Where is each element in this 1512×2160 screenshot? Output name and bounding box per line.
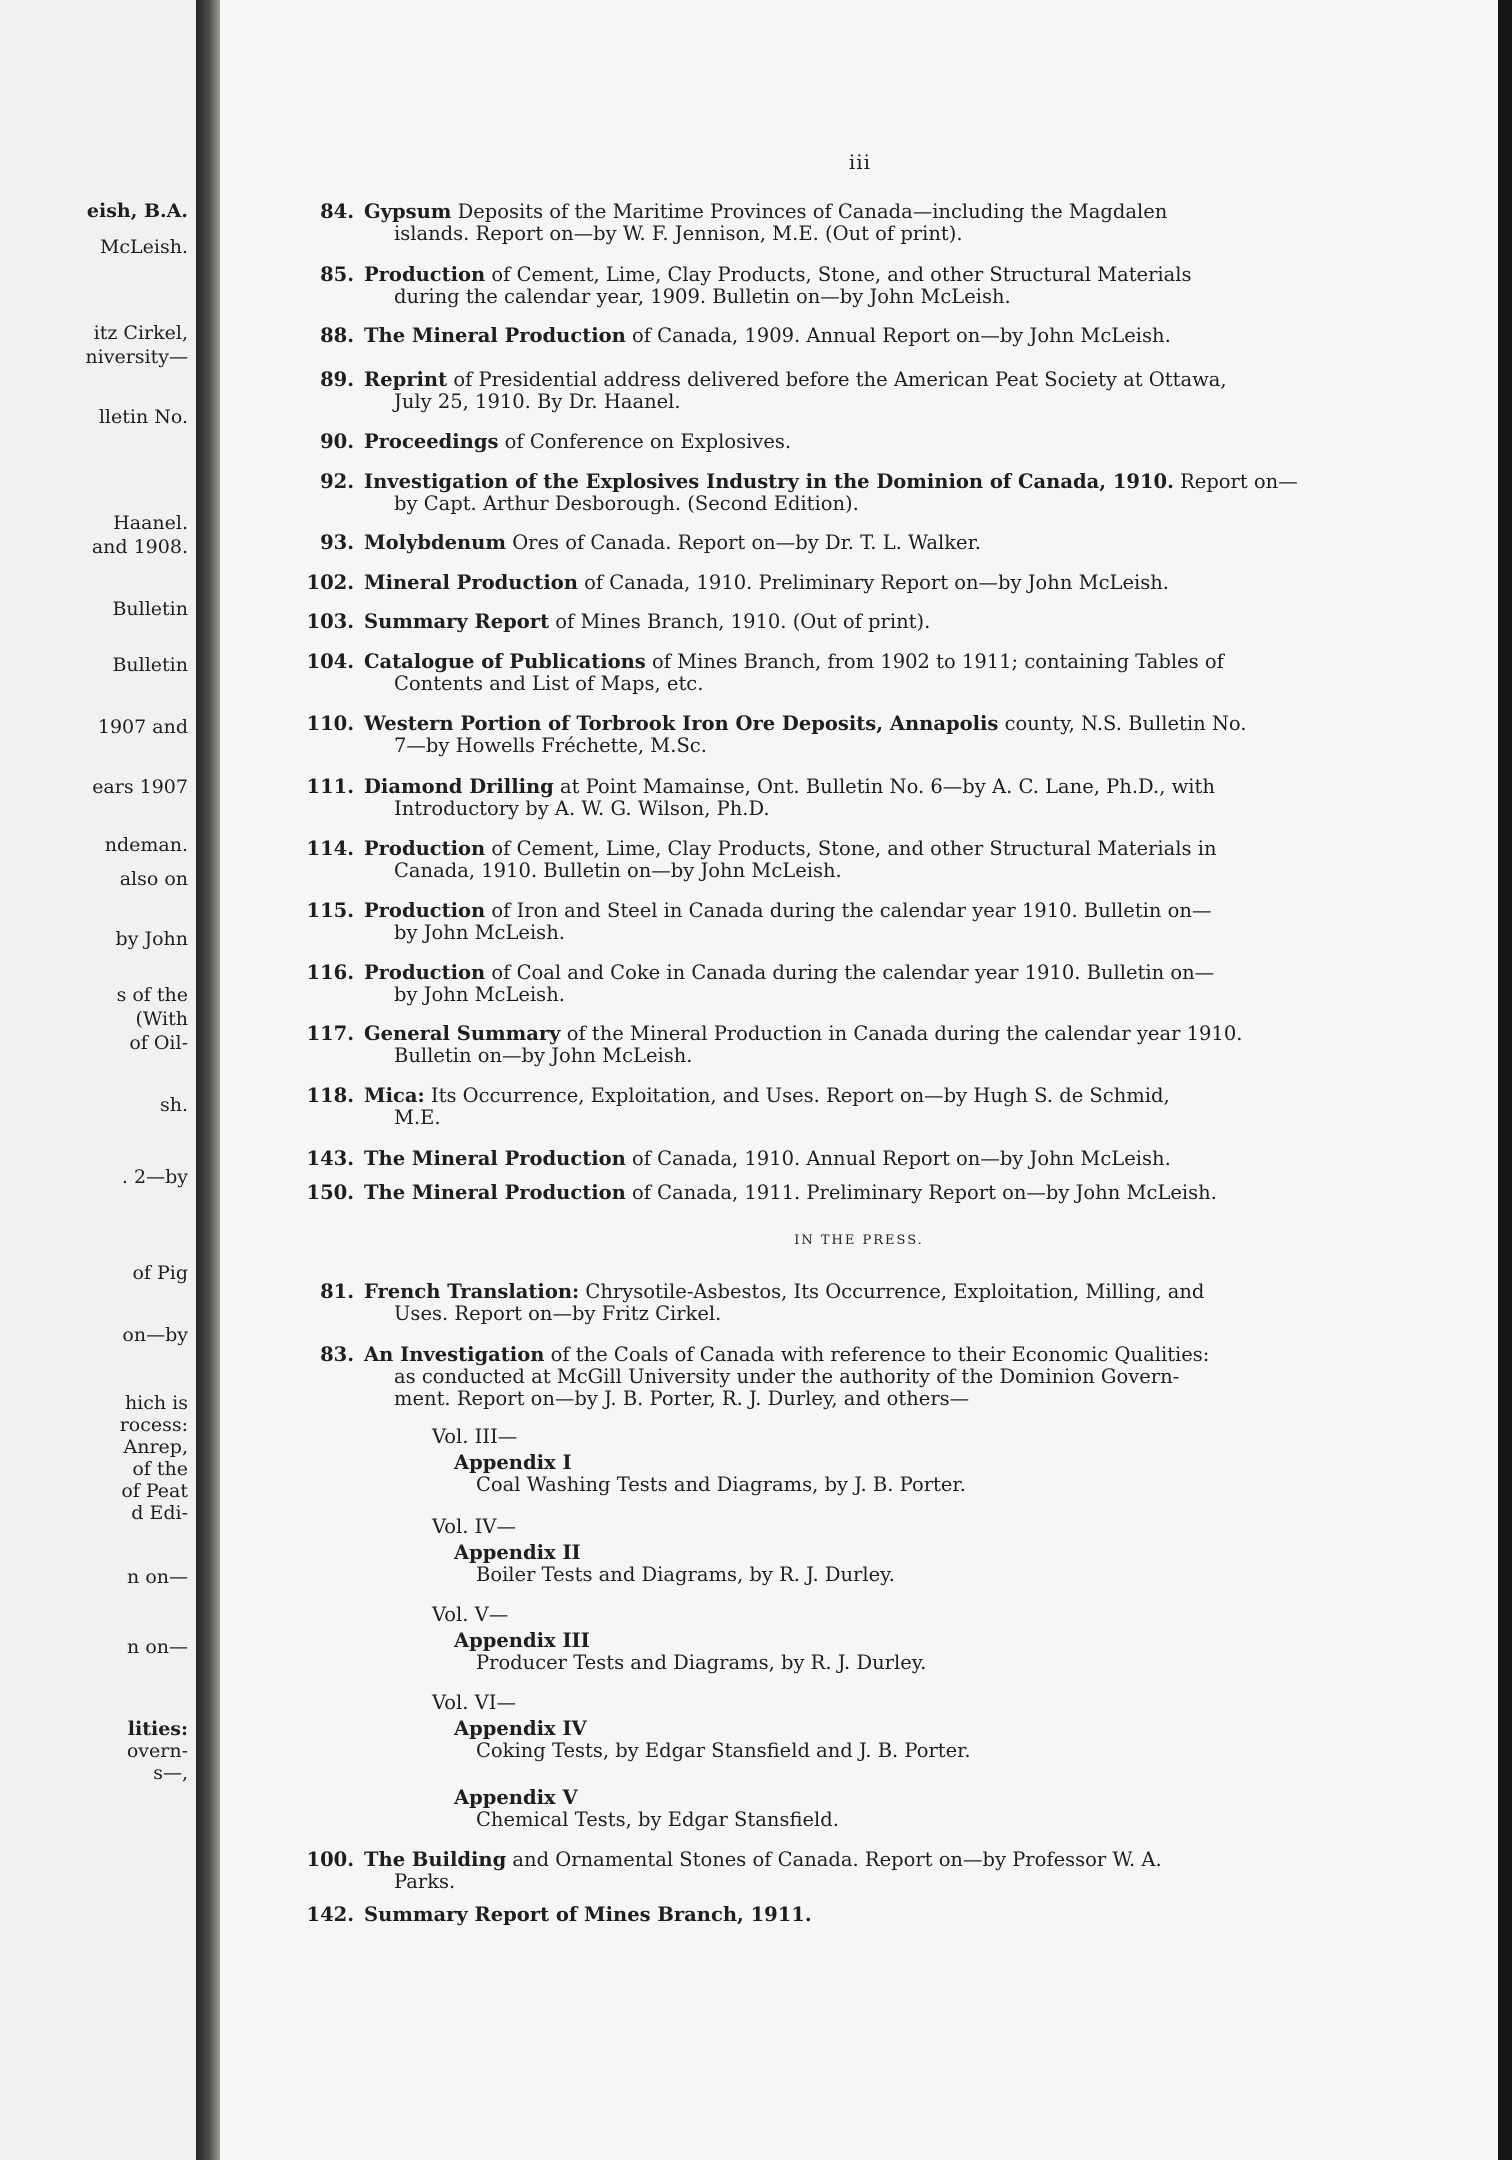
entry-number: 89.: [320, 368, 354, 391]
left-page-fragment: n on—: [127, 1566, 188, 1588]
entry-text: [364, 611, 1435, 633]
entry-title: Reprint: [364, 368, 448, 391]
entry-body: of Cement, Lime, Clay Products, Stone, and other Structural Materials in: [485, 837, 1217, 860]
entry-number: 116.: [306, 961, 354, 984]
entry-title: Production: [364, 263, 486, 286]
entry-text: [364, 1023, 1435, 1067]
entry-line: [364, 776, 1435, 798]
entry-line: Canada, 1910. Bulletin on—by John McLeish.: [394, 859, 842, 882]
entry-body: Ores of Canada. Report on—by Dr. T. L. Walker.: [506, 531, 981, 554]
entry-line: [364, 1281, 1435, 1303]
entry-text: [364, 651, 1435, 695]
entry-line: Bulletin on—by John McLeish.: [394, 1044, 693, 1067]
entry-title: Production: [364, 961, 486, 984]
volume-label: Vol. III—: [432, 1425, 518, 1448]
entry-body: of Canada, 1911. Preliminary Report on—by John McLeish.: [625, 1181, 1217, 1204]
appendix-title: Appendix V: [454, 1786, 578, 1809]
left-page-fragment: s of the: [116, 984, 188, 1006]
entry-line: [364, 900, 1435, 922]
entry-text: [364, 838, 1435, 882]
left-page-fragment: Haanel.: [113, 512, 188, 534]
entry-number: 92.: [320, 470, 354, 493]
entry-title: Western Portion of Torbrook Iron Ore Deposits, Annapolis: [364, 712, 999, 735]
left-page-fragment: d Edi-: [131, 1502, 188, 1524]
entry-line: [364, 962, 1435, 984]
left-page-fragment: lities:: [127, 1718, 188, 1740]
entry-line: Introductory by A. W. G. Wilson, Ph.D.: [394, 797, 770, 820]
entry-line: [364, 838, 1435, 860]
entry-number: 83.: [320, 1343, 354, 1366]
entry-title: The Mineral Production: [364, 1147, 626, 1170]
left-page-fragment: 1907 and: [97, 716, 188, 738]
entry-body: of Mines Branch, from 1902 to 1911; containing Tables of: [645, 650, 1224, 673]
entry-number: 110.: [306, 712, 354, 735]
entry-line: by John McLeish.: [394, 983, 565, 1006]
entry-title: Gypsum: [364, 200, 452, 223]
left-page-fragment: lletin No.: [98, 406, 188, 428]
left-page-fragment: ndeman.: [104, 834, 188, 856]
entry-title: Mica:: [364, 1084, 425, 1107]
entry-text: [364, 776, 1435, 820]
appendix-title: Appendix III: [454, 1629, 590, 1652]
left-page-fragment: of Pig: [132, 1262, 188, 1284]
entry-title: Mineral Production: [364, 571, 578, 594]
entry-line: [364, 201, 1435, 223]
entry-body: Deposits of the Maritime Provinces of Canada—including the Magdalen: [451, 200, 1168, 223]
left-page-fragment: Bulletin: [112, 654, 188, 676]
entry-line: [364, 572, 1435, 594]
entry-number: 150.: [306, 1181, 354, 1204]
left-page-fragment: sh.: [159, 1094, 188, 1116]
entry-line: during the calendar year, 1909. Bulletin on—by John McLeish.: [394, 285, 1011, 308]
volume-label: Vol. V—: [432, 1603, 509, 1626]
entry-title: The Building: [364, 1848, 507, 1871]
entry-line: M.E.: [394, 1106, 441, 1129]
entry-line: [364, 1085, 1435, 1107]
entry-body: of Cement, Lime, Clay Products, Stone, and other Structural Materials: [485, 263, 1192, 286]
entry-text: [364, 471, 1435, 515]
entry-number: 114.: [306, 837, 354, 860]
left-page: [0, 0, 197, 2160]
appendix-description: Coking Tests, by Edgar Stansfield and J. B. Porter.: [476, 1739, 971, 1762]
in-the-press-heading: IN THE PRESS.: [794, 1233, 924, 1248]
page-edge: [1498, 0, 1512, 2160]
entry-text: [364, 1085, 1435, 1129]
appendix-description: Coal Washing Tests and Diagrams, by J. B. Porter.: [476, 1473, 966, 1496]
entry-number: 84.: [320, 200, 354, 223]
entry-title: An Investigation: [364, 1343, 545, 1366]
entry-line: as conducted at McGill University under the authority of the Dominion Govern-: [394, 1365, 1180, 1388]
left-page-fragment: and 1908.: [91, 536, 188, 558]
entry-line: [364, 1344, 1435, 1366]
entry-body: of Mines Branch, 1910. (Out of print).: [549, 610, 931, 633]
left-page-fragment: McLeish.: [99, 236, 188, 258]
left-page-fragment: of the: [132, 1458, 188, 1480]
left-page-fragment: also on: [119, 868, 188, 890]
entry-number: 118.: [306, 1084, 354, 1107]
entry-line: islands. Report on—by W. F. Jennison, M.E. (Out of print).: [394, 222, 963, 245]
appendix-title: Appendix I: [454, 1451, 572, 1474]
entry-text: [364, 1182, 1435, 1204]
entry-title: Catalogue of Publications: [364, 650, 646, 673]
entry-title: Proceedings: [364, 430, 499, 453]
entry-number: 102.: [306, 571, 354, 594]
entry-line: Contents and List of Maps, etc.: [394, 672, 704, 695]
entry-body: of the Coals of Canada with reference to their Economic Qualities:: [544, 1343, 1210, 1366]
appendix-block: [454, 1452, 966, 1496]
entry-title: Production: [364, 837, 486, 860]
appendix-block: [454, 1718, 971, 1762]
entry-line: 7—by Howells Fréchette, M.Sc.: [394, 734, 707, 757]
entry-text: [364, 532, 1435, 554]
appendix-block: [454, 1630, 926, 1674]
left-page-fragment: (With: [135, 1008, 188, 1030]
entry-text: [364, 1281, 1435, 1325]
entry-text: [364, 369, 1435, 413]
left-page-fragment: s—,: [153, 1762, 188, 1784]
left-page-fragment: . 2—by: [121, 1166, 188, 1188]
left-page-fragment: on—by: [122, 1324, 188, 1346]
appendix-title: Appendix IV: [454, 1717, 587, 1740]
entry-title: French Translation:: [364, 1280, 580, 1303]
entry-body: of Canada, 1910. Annual Report on—by John McLeish.: [625, 1147, 1171, 1170]
entry-title: General Summary: [364, 1022, 561, 1045]
entry-title: Summary Report of Mines Branch, 1911.: [364, 1903, 812, 1926]
entry-line: [364, 651, 1435, 673]
entry-body: Report on—: [1173, 470, 1298, 493]
entry-line: [364, 713, 1435, 735]
entry-text: [364, 1849, 1435, 1893]
entry-text: [364, 572, 1435, 594]
appendix-block: [454, 1542, 895, 1586]
entry-line: [364, 369, 1435, 391]
entry-text: [364, 962, 1435, 1006]
entry-number: 142.: [306, 1903, 354, 1926]
entry-line: by Capt. Arthur Desborough. (Second Edition).: [394, 492, 859, 515]
entry-body: Its Occurrence, Exploitation, and Uses. Report on—by Hugh S. de Schmid,: [424, 1084, 1170, 1107]
entry-number: 143.: [306, 1147, 354, 1170]
entry-body: at Point Mamainse, Ont. Bulletin No. 6—by A. C. Lane, Ph.D., with: [553, 775, 1215, 798]
entry-line: [364, 264, 1435, 286]
entry-title: Summary Report: [364, 610, 550, 633]
left-page-fragment: niversity—: [85, 346, 188, 368]
entry-number: 90.: [320, 430, 354, 453]
left-page-fragment: itz Cirkel,: [93, 322, 188, 344]
entry-body: of Presidential address delivered before the American Peat Society at Ottawa,: [447, 368, 1227, 391]
entry-body: Chrysotile-Asbestos, Its Occurrence, Exploitation, Milling, and: [579, 1280, 1205, 1303]
entry-title: The Mineral Production: [364, 324, 626, 347]
left-page-fragment: rocess:: [119, 1414, 188, 1436]
entry-number: 93.: [320, 531, 354, 554]
entry-title: The Mineral Production: [364, 1181, 626, 1204]
left-page-fragment: hich is: [124, 1392, 188, 1414]
entry-line: [364, 1904, 1435, 1926]
appendix-description: Chemical Tests, by Edgar Stansfield.: [476, 1808, 839, 1831]
entry-line: [364, 1849, 1435, 1871]
left-page-fragment: of Oil-: [129, 1032, 188, 1054]
entry-number: 104.: [306, 650, 354, 673]
entry-text: [364, 325, 1435, 347]
entry-line: by John McLeish.: [394, 921, 565, 944]
entry-line: [364, 1148, 1435, 1170]
entry-number: 115.: [306, 899, 354, 922]
left-page-fragment: Bulletin: [112, 598, 188, 620]
entry-text: [364, 1148, 1435, 1170]
volume-label: Vol. VI—: [432, 1691, 516, 1714]
entry-title: Production: [364, 899, 486, 922]
entry-body: of Conference on Explosives.: [498, 430, 792, 453]
left-page-fragment: n on—: [127, 1636, 188, 1658]
entry-text: [364, 431, 1435, 453]
appendix-description: Producer Tests and Diagrams, by R. J. Durley.: [476, 1651, 927, 1674]
entry-body: of Canada, 1910. Preliminary Report on—by John McLeish.: [577, 571, 1169, 594]
entry-text: [364, 1344, 1435, 1410]
left-page-fragment: by John: [115, 928, 188, 950]
book-spine: [196, 0, 220, 2160]
entry-text: [364, 264, 1435, 308]
appendix-block: [454, 1787, 839, 1831]
entry-body: of Iron and Steel in Canada during the calendar year 1910. Bulletin on—: [485, 899, 1212, 922]
entry-text: [364, 713, 1435, 757]
entry-line: Uses. Report on—by Fritz Cirkel.: [394, 1302, 722, 1325]
entry-line: [364, 1182, 1435, 1204]
right-page: [220, 0, 1498, 2160]
entry-number: 111.: [306, 775, 354, 798]
entry-text: [364, 1904, 1435, 1926]
entry-line: [364, 431, 1435, 453]
appendix-title: Appendix II: [454, 1541, 581, 1564]
entry-body: county, N.S. Bulletin No.: [998, 712, 1247, 735]
entry-body: of Canada, 1909. Annual Report on—by John McLeish.: [625, 324, 1171, 347]
left-page-fragment: ears 1907: [92, 776, 188, 798]
entry-line: [364, 532, 1435, 554]
entry-number: 81.: [320, 1280, 354, 1303]
entry-number: 100.: [306, 1848, 354, 1871]
entry-number: 117.: [306, 1022, 354, 1045]
left-page-fragment: of Peat: [121, 1480, 188, 1502]
entry-line: July 25, 1910. By Dr. Haanel.: [394, 390, 681, 413]
entry-text: [364, 201, 1435, 245]
entry-title: Molybdenum: [364, 531, 506, 554]
entry-number: 88.: [320, 324, 354, 347]
entry-line: Parks.: [394, 1870, 456, 1893]
page-number: iii: [848, 150, 872, 174]
entry-line: [364, 611, 1435, 633]
left-page-fragment: Anrep,: [123, 1436, 188, 1458]
left-page-fragment: overn-: [126, 1740, 188, 1762]
volume-label: Vol. IV—: [432, 1515, 516, 1538]
entry-text: [364, 900, 1435, 944]
entry-number: 85.: [320, 263, 354, 286]
entry-line: ment. Report on—by J. B. Porter, R. J. Durley, and others—: [394, 1387, 970, 1410]
entry-body: and Ornamental Stones of Canada. Report on—by Professor W. A.: [506, 1848, 1162, 1871]
entry-line: [364, 471, 1435, 493]
entry-body: of Coal and Coke in Canada during the calendar year 1910. Bulletin on—: [485, 961, 1215, 984]
appendix-description: Boiler Tests and Diagrams, by R. J. Durley.: [476, 1563, 895, 1586]
entry-title: Investigation of the Explosives Industry in the Dominion of Canada, 1910.: [364, 470, 1174, 493]
entry-title: Diamond Drilling: [364, 775, 554, 798]
entry-body: of the Mineral Production in Canada during the calendar year 1910.: [560, 1022, 1243, 1045]
left-page-fragment: eish, B.A.: [86, 200, 188, 222]
entry-line: [364, 1023, 1435, 1045]
entry-line: [364, 325, 1435, 347]
entry-number: 103.: [306, 610, 354, 633]
